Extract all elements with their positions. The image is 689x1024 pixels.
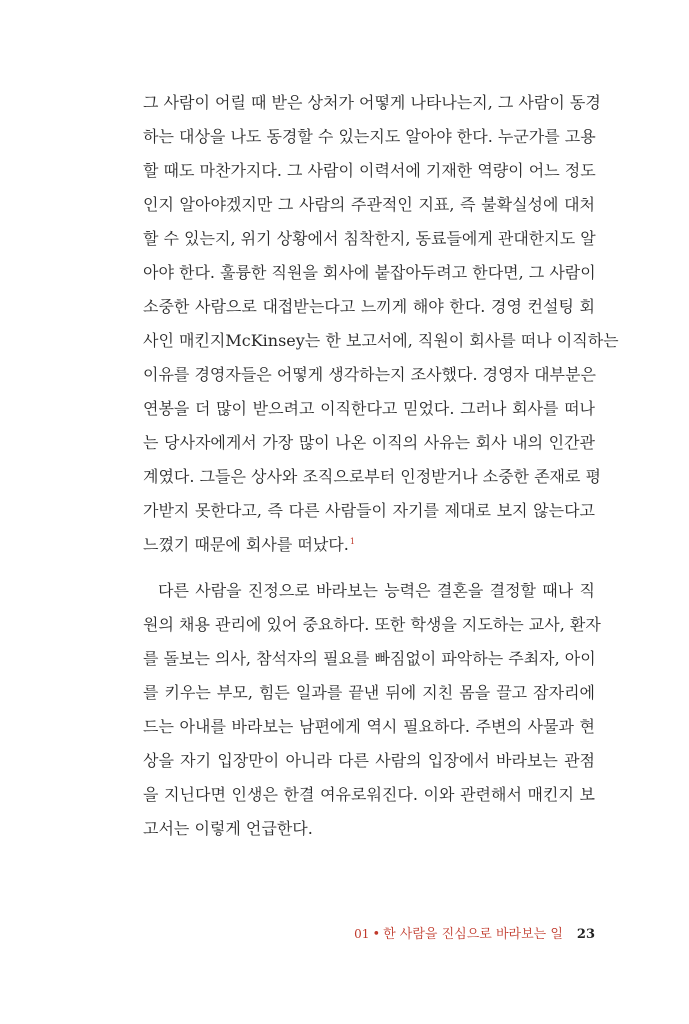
text-line: 상을 자기 입장만이 아니라 다른 사람의 입장에서 바라보는 관점	[143, 751, 595, 770]
text-line: 원의 채용 관리에 있어 중요하다. 또한 학생을 지도하는 교사, 환자	[143, 615, 601, 634]
text-line: 사인 매킨지McKinsey는 한 보고서에, 직원이 회사를 떠나 이직하는	[143, 331, 619, 350]
text-line: 할 수 있는지, 위기 상황에서 침착한지, 동료들에게 관대한지도 알	[143, 229, 596, 248]
chapter-title: 한 사람을 진심으로 바라보는 일	[383, 927, 563, 942]
text-line: 하는 대상을 나도 동경할 수 있는지도 알아야 한다. 누군가를 고용	[143, 127, 596, 146]
footnote-marker[interactable]: 1	[349, 536, 355, 546]
text-line-content: 느꼈기 때문에 회사를 떠났다.	[143, 535, 349, 554]
running-footer	[354, 925, 595, 944]
text-line: 할 때도 마찬가지다. 그 사람이 이력서에 기재한 역량이 어느 정도	[143, 161, 596, 180]
text-line: 드는 아내를 바라보는 남편에게 역시 필요하다. 주변의 사물과 현	[143, 717, 595, 736]
text-line: 는 당사자에게서 가장 많이 나온 이직의 사유는 회사 내의 인간관	[143, 433, 595, 452]
text-line: 가받지 못한다고, 즉 다른 사람들이 자기를 제대로 보지 않는다고	[143, 501, 595, 520]
text-line: 을 지닌다면 인생은 한결 여유로워진다. 이와 관련해서 매킨지 보	[143, 785, 595, 804]
chapter-number: 01	[354, 927, 370, 941]
text-line-last: 고서는 이렇게 언급한다.	[143, 819, 313, 838]
text-line: 연봉을 더 많이 받으려고 이직한다고 믿었다. 그러나 회사를 떠나	[143, 399, 595, 418]
text-line: 아야 한다. 훌륭한 직원을 회사에 붙잡아두려고 한다면, 그 사람이	[143, 263, 596, 282]
text-line: 그 사람이 어릴 때 받은 상처가 어떻게 나타나는지, 그 사람이 동경	[143, 93, 601, 112]
text-line: 이유를 경영자들은 어떻게 생각하는지 조사했다. 경영자 대부분은	[143, 365, 596, 384]
text-line: 를 키우는 부모, 힘든 일과를 끝낸 뒤에 지친 몸을 끌고 잠자리에	[143, 683, 595, 702]
text-line: 인지 알아야겠지만 그 사람의 주관적인 지표, 즉 불확실성에 대처	[143, 195, 595, 214]
text-line-last	[143, 534, 595, 556]
text-line-indented: 다른 사람을 진정으로 바라보는 능력은 결혼을 결정할 때나 직	[158, 581, 595, 600]
text-line: 계였다. 그들은 상사와 조직으로부터 인정받거나 소중한 존재로 평	[143, 467, 602, 486]
page-number: 23	[576, 927, 595, 942]
text-line: 소중한 사람으로 대접받는다고 느끼게 해야 한다. 경영 컨설팅 회	[143, 297, 595, 316]
footer-bullet: •	[372, 927, 381, 942]
text-line: 를 돌보는 의사, 참석자의 필요를 빠짐없이 파악하는 주최자, 아이	[143, 649, 596, 668]
